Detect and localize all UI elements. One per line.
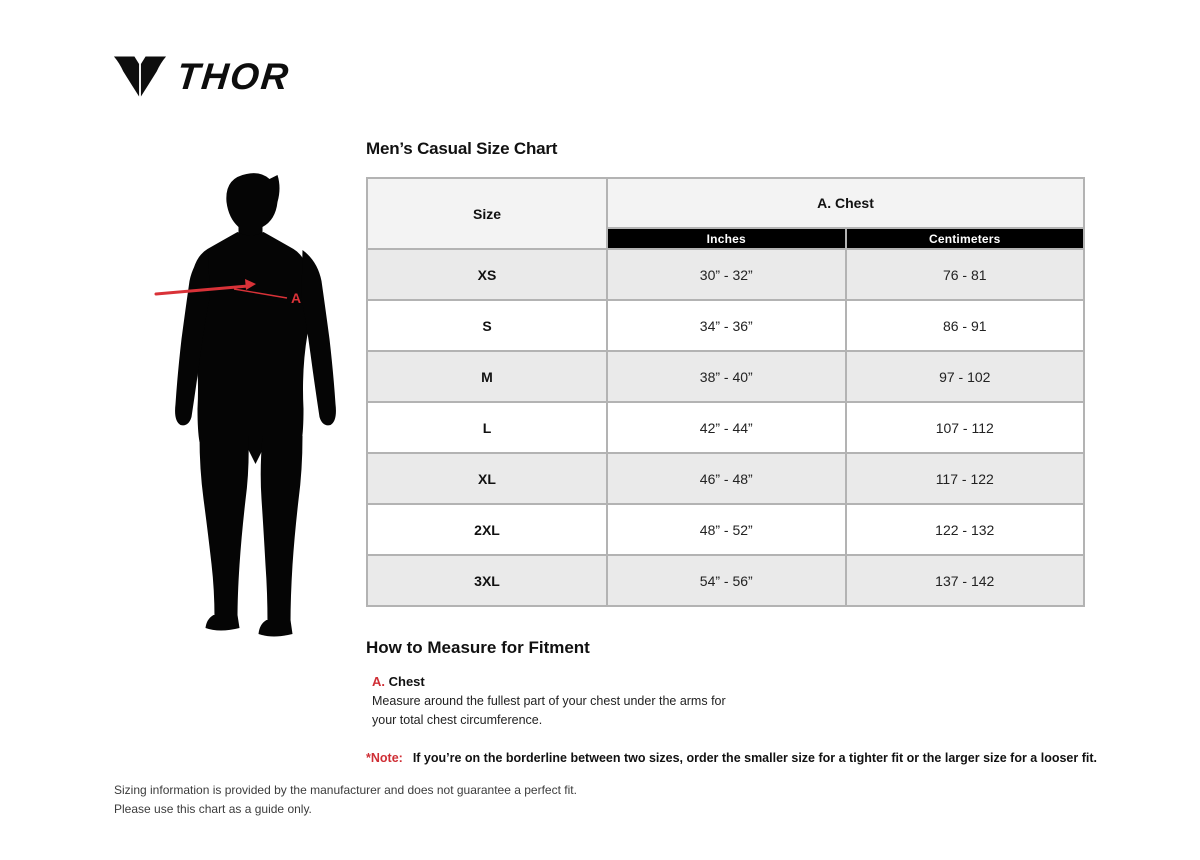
footer-disclaimer [114, 781, 577, 818]
sizing-note [366, 751, 1097, 765]
centimeters-value: 86 - 91 [846, 300, 1085, 351]
column-header-centimeters: Centimeters [846, 228, 1085, 249]
size-label: M [367, 351, 607, 402]
table-row-xl [367, 453, 1084, 504]
sizing-note-text: If you’re on the borderline between two sizes, order the smaller size for a tighter fit or the larger size for a looser fit. [412, 751, 1097, 765]
footer-line-1: Sizing information is provided by the manufacturer and does not guarantee a perfect fit. [114, 783, 577, 797]
brand-logo-text: THOR [174, 56, 293, 97]
centimeters-value: 117 - 122 [846, 453, 1085, 504]
chest-line-arrowhead [245, 279, 256, 290]
table-row-2xl [367, 504, 1084, 555]
measure-item-chest [372, 674, 732, 731]
inches-value: 38” - 40” [607, 351, 846, 402]
table-row-xs [367, 249, 1084, 300]
footer-line-2: Please use this chart as a guide only. [114, 801, 312, 816]
centimeters-value: 76 - 81 [846, 249, 1085, 300]
measure-item-letter: A. [372, 674, 385, 689]
size-label: XS [367, 249, 607, 300]
centimeters-value: 97 - 102 [846, 351, 1085, 402]
table-row-m [367, 351, 1084, 402]
centimeters-value: 122 - 132 [846, 504, 1085, 555]
size-label: L [367, 402, 607, 453]
chest-measurement-marker [148, 168, 363, 648]
measurement-figure [148, 168, 363, 648]
table-row-s [367, 300, 1084, 351]
measure-item-name: Chest [388, 674, 425, 689]
sizing-note-label: *Note: [366, 751, 403, 765]
brand-logo [113, 52, 293, 102]
measure-item-title [372, 674, 732, 689]
inches-value: 48” - 52” [607, 504, 846, 555]
size-label: S [367, 300, 607, 351]
column-header-chest: A. Chest [607, 178, 1084, 228]
marker-pointer-line [234, 289, 287, 298]
measure-item-description: Measure around the fullest part of your chest under the arms for your total chest circumference. [372, 694, 726, 728]
inches-value: 34” - 36” [607, 300, 846, 351]
centimeters-value: 107 - 112 [846, 402, 1085, 453]
column-header-inches: Inches [607, 228, 846, 249]
size-label: 2XL [367, 504, 607, 555]
inches-value: 42” - 44” [607, 402, 846, 453]
inches-value: 46” - 48” [607, 453, 846, 504]
size-label: 3XL [367, 555, 607, 606]
column-header-size: Size [367, 178, 607, 249]
size-chart-title: Men’s Casual Size Chart [366, 139, 558, 158]
inches-value: 30” - 32” [607, 249, 846, 300]
thor-horns-icon [113, 52, 167, 102]
chest-line [156, 286, 248, 294]
size-label: XL [367, 453, 607, 504]
table-header-row [367, 178, 1084, 228]
marker-label: A [291, 290, 302, 306]
table-row-l [367, 402, 1084, 453]
table-row-3xl [367, 555, 1084, 606]
size-chart-table [366, 177, 1085, 607]
how-to-measure-heading: How to Measure for Fitment [366, 638, 590, 657]
centimeters-value: 137 - 142 [846, 555, 1085, 606]
inches-value: 54” - 56” [607, 555, 846, 606]
